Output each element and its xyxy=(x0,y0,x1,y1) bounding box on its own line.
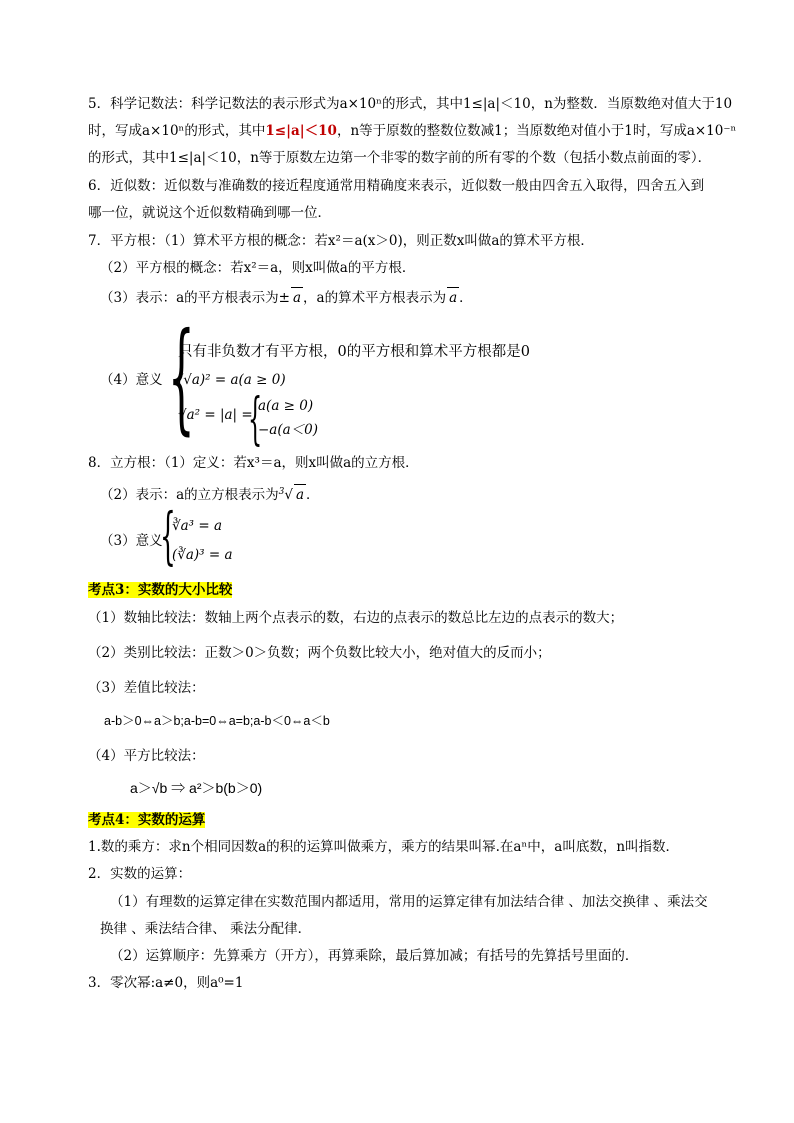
compare-3-formula: a-b＞0⇔a＞b;a-b=0⇔a=b;a-b＜0⇔a＜b xyxy=(104,714,330,728)
item-8-line-1: 8．立方根：（1）定义：若x³＝a，则x叫做a的立方根． xyxy=(88,455,419,471)
section-heading-3-text: 考点3：实数的大小比较 xyxy=(88,582,233,598)
cube-brace: { xyxy=(160,499,176,572)
meaning-line-3: √a² = |a| = xyxy=(178,407,253,423)
sqrt-a-symbol: a xyxy=(291,287,303,308)
compare-1: （1）数轴比较法：数轴上两个点表示的数，右边的点表示的数总比左边的点表示的数大； xyxy=(88,610,624,626)
operation-2: 2．实数的运算： xyxy=(88,866,192,882)
compare-3: （3）差值比较法： xyxy=(88,680,205,696)
item-5-line-3: 的形式，其中1≤|a|＜10，n等于原数左边第一个非零的数字前的所有零的个数（包括小数点前面的零）． xyxy=(88,150,712,166)
meaning-line-1: 只有非负数才有平方根，0的平方根和算术平方根都是0 xyxy=(178,344,530,360)
operation-3: 3．零次幂:a≠0，则a⁰=1 xyxy=(88,975,244,991)
piecewise-case-2: −a(a＜0) xyxy=(258,422,319,438)
item-5-line-2 xyxy=(88,121,736,141)
item-5-highlight: 1≤|a|＜10 xyxy=(265,123,337,139)
cube-meaning-1: ∛a³ = a xyxy=(172,518,223,534)
left-brace: { xyxy=(168,308,195,447)
item-5-line-1: 5．科学记数法：科学记数法的表示形式为a×10ⁿ的形式，其中1≤|a|＜10，n为整数．当原数绝对值大于10 xyxy=(88,96,733,112)
item-7-line-3a: （3）表示：a的平方根表示为± xyxy=(100,290,290,306)
item-6-line-2: 哪一位，就说这个近似数精确到哪一位． xyxy=(88,205,331,221)
section-heading-4-text: 考点4：实数的运算 xyxy=(88,812,206,828)
compare-4: （4）平方比较法： xyxy=(88,748,205,764)
section-heading-3 xyxy=(88,580,232,600)
operation-2-1b: 换律 、乘法结合律、 乘法分配律． xyxy=(100,921,312,937)
item-7-line-2: （2）平方根的概念：若x²＝a，则x叫做a的平方根． xyxy=(100,260,416,276)
cube-meaning-2: (∛a)³ = a xyxy=(172,547,233,563)
item-7-meaning-label: （4）意义 xyxy=(100,372,163,388)
item-7-line-1: 7．平方根：（1）算术平方根的概念：若x²＝a(x＞0)，则正数x叫做a的算术平方根． xyxy=(88,233,594,249)
item-7-line-3: （3）表示：a的平方根表示为± a ，a的算术平方根表示为 a ． xyxy=(100,287,473,308)
meaning-line-2: (√a)² = a(a ≥ 0) xyxy=(178,372,286,388)
item-7-line-3b: ，a的算术平方根表示为 xyxy=(303,290,447,306)
cube-root-a-symbol: $^3$√ a xyxy=(279,487,306,503)
compare-4-formula: a＞√b ⇒ a²＞b(b＞0) xyxy=(130,780,263,796)
operation-1: 1.数的乘方：求n个相同因数a的积的运算叫做乘方，乘方的结果叫幂.在aⁿ中，a叫底数，n叫指数． xyxy=(88,839,680,855)
item-5-line-2b: ，n等于原数的整数位数减1；当原数绝对值小于1时，写成a×10⁻ⁿ xyxy=(336,123,737,139)
item-5-line-2a: 时，写成a×10ⁿ的形式，其中 xyxy=(88,123,266,139)
operation-2-2: （2）运算顺序：先算乘方（开方），再算乘除，最后算加减；有括号的先算括号里面的． xyxy=(110,948,639,964)
piecewise-case-1: a(a ≥ 0) xyxy=(258,398,314,414)
item-8-line-2a: （2）表示：a的立方根表示为 xyxy=(100,487,279,503)
compare-2: （2）类别比较法：正数＞0＞负数；两个负数比较大小，绝对值大的反而小； xyxy=(88,645,551,661)
section-heading-4 xyxy=(88,810,205,830)
piecewise-brace: { xyxy=(248,387,263,452)
item-8-line-2: （2）表示：a的立方根表示为$^3$√ a ． xyxy=(100,482,320,505)
sqrt-a-symbol-2: a xyxy=(447,287,459,308)
operation-2-1a: （1）有理数的运算定律在实数范围内都适用，常用的运算定律有加法结合律 、加法交换律 、乘法交 xyxy=(110,894,708,910)
item-8-meaning-label: （3）意义 xyxy=(100,533,163,549)
item-6-line-1: 6．近似数：近似数与准确数的接近程度通常用精确度来表示，近似数一般由四舍五入取得，四舍五入到 xyxy=(88,178,705,194)
